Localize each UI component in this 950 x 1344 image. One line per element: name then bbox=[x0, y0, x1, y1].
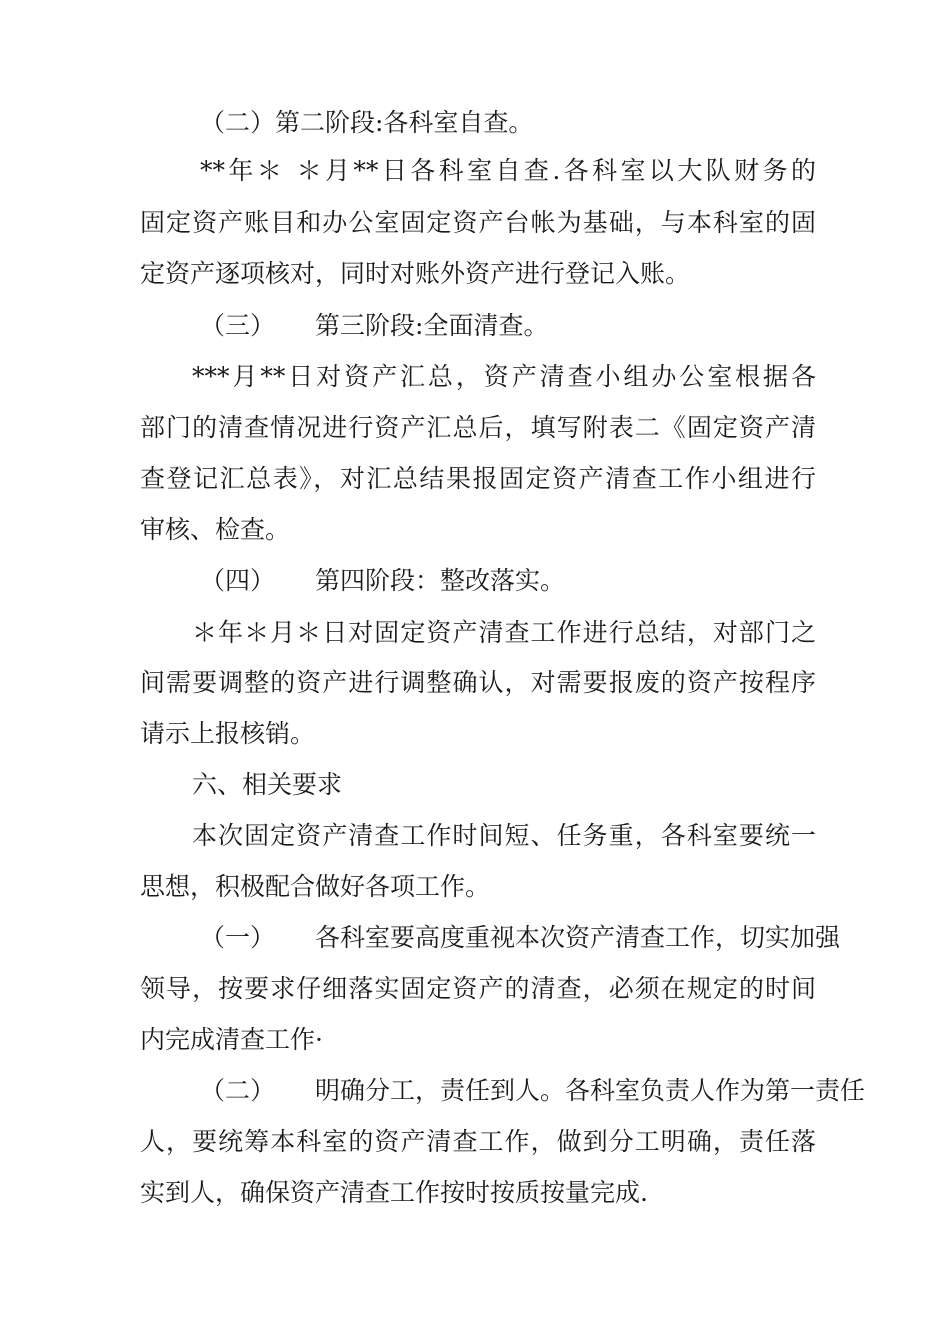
paragraph-line: 内完成清查工作· bbox=[140, 1025, 323, 1054]
list-number: （一） bbox=[200, 923, 276, 952]
paragraph-line: ***月**日对资产汇总，资产清查小组办公室根据各 bbox=[192, 362, 816, 391]
paragraph-line: 本次固定资产清查工作时间短、任务重，各科室要统一 bbox=[192, 821, 816, 850]
paragraph-line: 间需要调整的资产进行调整确认，对需要报废的资产按程序 bbox=[140, 668, 816, 697]
paragraph-line: 部门的清查情况进行资产汇总后，填写附表二《固定资产清 bbox=[140, 413, 816, 442]
paragraph-line: 固定资产账目和办公室固定资产台帐为基础，与本科室的固 bbox=[140, 208, 816, 237]
paragraph-line: 请示上报核销。 bbox=[140, 719, 316, 748]
section-number: （三） bbox=[200, 311, 276, 340]
paragraph-line: 人，要统筹本科室的资产清查工作，做到分工明确，责任落 bbox=[140, 1127, 816, 1156]
section-title: 第四阶段：整改落实。 bbox=[315, 566, 566, 595]
list-number: （二） bbox=[200, 1076, 276, 1105]
list-text: 各科室要高度重视本次资产清查工作，切实加强 bbox=[315, 923, 841, 952]
list-item-1-line bbox=[200, 923, 841, 953]
section-heading-stage-3 bbox=[200, 311, 816, 341]
paragraph-line: 查登记汇总表》，对汇总结果报固定资产清查工作小组进行 bbox=[140, 464, 816, 493]
section-heading-stage-2: （二）第二阶段:各科室自查。 bbox=[200, 108, 534, 137]
section-heading-stage-4 bbox=[200, 566, 816, 596]
paragraph-line: ＊年＊月＊日对固定资产清查工作进行总结，对部门之 bbox=[192, 618, 816, 647]
paragraph-line: 定资产逐项核对，同时对账外资产进行登记入账。 bbox=[140, 259, 691, 288]
paragraph-line: 领导，按要求仔细落实固定资产的清查，必须在规定的时间 bbox=[140, 974, 816, 1003]
section-title: 第三阶段:全面清查。 bbox=[315, 311, 549, 340]
paragraph-line: 审核、检查。 bbox=[140, 515, 291, 544]
paragraph-line: 思想，积极配合做好各项工作。 bbox=[140, 872, 491, 901]
paragraph-line: 实到人，确保资产清查工作按时按质按量完成. bbox=[140, 1178, 648, 1207]
section-heading-requirements: 六、相关要求 bbox=[192, 770, 343, 799]
section-number: （四） bbox=[200, 566, 276, 595]
list-item-2-line bbox=[200, 1076, 866, 1106]
paragraph-line: **年＊ ＊月**日各科室自查.各科室以大队财务的 bbox=[200, 156, 816, 185]
list-text: 明确分工，责任到人。各科室负责人作为第一责任 bbox=[315, 1076, 866, 1105]
